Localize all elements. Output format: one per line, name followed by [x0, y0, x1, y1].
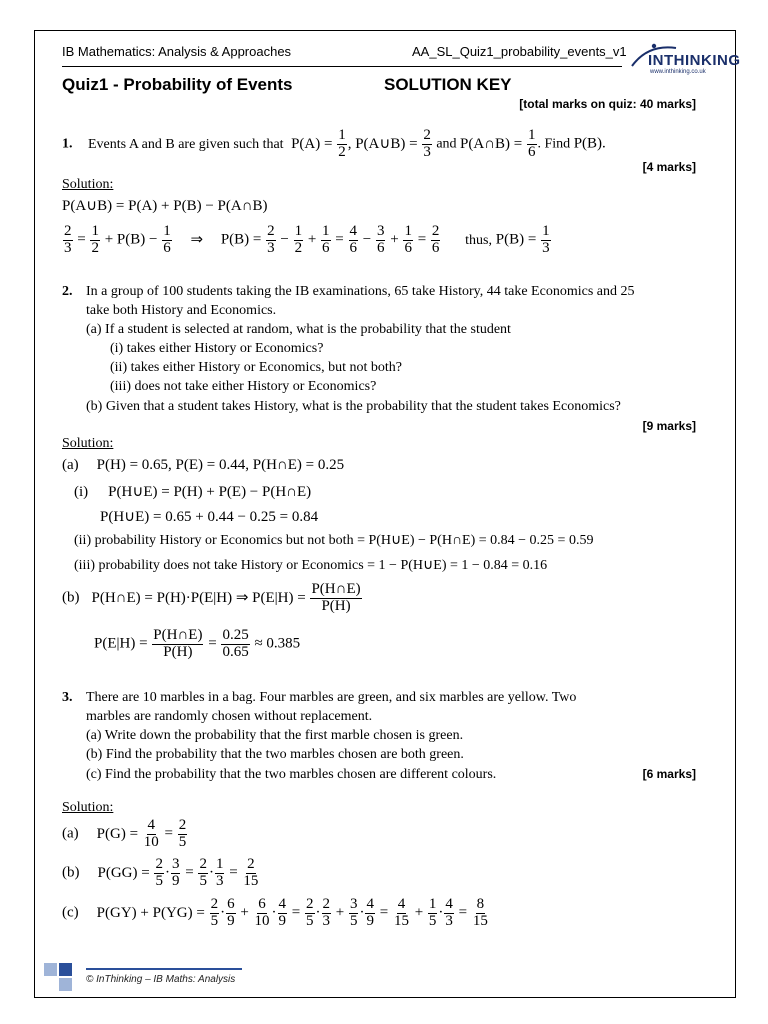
solution-key-label: SOLUTION KEY — [384, 75, 512, 94]
question-1-marks: [4 marks] — [642, 160, 696, 174]
question-3-marks: [6 marks] — [642, 767, 696, 781]
solution-label: Solution: — [62, 177, 114, 192]
q3-solution-b: (b) P(GG) = $\frac{2}{5}$ · $\frac{3}{9}$ = $\frac{2}{5}$ · $\frac{1}{3}$ = $\frac{2}{15}$ — [62, 856, 259, 889]
q2-solution-i-2: P(H∪E) = 0.65 + 0.44 − 0.25 = 0.84 — [100, 509, 319, 525]
question-3-text-2: marbles are randomly chosen without replacement. — [86, 709, 373, 724]
question-2 — [62, 284, 634, 300]
question-3c: (c) Find the probability that the two marbles chosen are different colours. — [86, 767, 497, 782]
header-rule — [62, 66, 622, 67]
logo-url: www.inthinking.co.uk — [650, 69, 706, 75]
question-3 — [62, 690, 576, 706]
question-3b: (b) Find the probability that the two marbles chosen are both green. — [86, 747, 464, 762]
question-2-marks: [9 marks] — [642, 419, 696, 433]
q2-solution-b-2: P(E|H) = $\frac{P(H\cap E)}{P(H)}$ = $\frac{0.25}{0.65}$ ≈ 0.385 — [94, 627, 301, 660]
question-number: 1. — [62, 136, 73, 152]
file-name-header: AA_SL_Quiz1_probability_events_v1 — [412, 44, 627, 59]
q2-solution-ii: (ii) probability History or Economics but not both = P(H∪E) − P(H∩E) = 0.84 − 0.25 = 0.59 — [74, 533, 594, 548]
q2-solution-i: (i) P(H∪E) = P(H) + P(E) − P(H∩E) — [74, 484, 312, 500]
question-text: In a group of 100 students taking the IB examinations, 65 take History, 44 take Economics and 25 — [86, 284, 635, 299]
q2-solution-b: (b) P(H∩E) = P(H)·P(E|H) ⇒ P(E|H) = $\frac{P(H\cap E)}{P(H)}$ — [62, 581, 361, 614]
footer-rule — [86, 968, 242, 970]
question-2b: (b) Given that a student takes History, what is the probability that the student takes Economics? — [86, 399, 621, 414]
question-number: 3. — [62, 690, 73, 705]
solution-label: Solution: — [62, 800, 114, 815]
q2-solution-iii: (iii) probability does not take History or Economics = 1 − P(H∪E) = 1 − 0.84 = 0.16 — [74, 558, 548, 573]
logo-text: INTHINKING — [648, 52, 741, 69]
question-2a-iii: (iii) does not take either History or Economics? — [110, 379, 377, 394]
solution-label: Solution: — [62, 436, 114, 451]
total-marks: [total marks on quiz: 40 marks] — [519, 97, 696, 111]
question-2a: (a) If a student is selected at random, what is the probability that the student — [86, 322, 511, 337]
q2-solution-a: (a) P(H) = 0.65, P(E) = 0.44, P(H∩E) = 0.25 — [62, 457, 345, 473]
q3-solution-a: (a) P(G) = $\frac{4}{10}$ = $\frac{2}{5}$ — [62, 817, 187, 850]
footer-copyright: © InThinking – IB Maths: Analysis — [86, 974, 236, 985]
quiz-title: Quiz1 - Probability of Events — [62, 75, 293, 94]
question-2a-i: (i) takes either History or Economics? — [110, 341, 324, 356]
q1-solution-line-1: P(A∪B) = P(A) + P(B) − P(A∩B) — [62, 198, 268, 214]
course-header: IB Mathematics: Analysis & Approaches — [62, 44, 292, 59]
question-3a: (a) Write down the probability that the first marble chosen is green. — [86, 728, 464, 743]
question-text: There are 10 marbles in a bag. Four marbles are green, and six marbles are yellow. Two — [86, 690, 577, 705]
q1-solution-line-2: $\frac{2}{3}$ = $\frac{1}{2}$ + P(B) − $\frac{1}{6}$ ⇒ P(B) = $\frac{2}{3}$ − $\frac{1}{2}$ + $\frac{1}{6}$ = $\frac{4}{6}$ − $\frac{3}{6}$ + $\frac{1}{6}$ = $\frac{2}{6}$ thus, P(B) = $\frac{1}{3}$ — [64, 223, 550, 256]
question-number: 2. — [62, 284, 73, 299]
question-2-text-2: take both History and Economics. — [86, 303, 277, 318]
question-1: 1. Events A and B are given such that P(A) = $\frac{1}{2}$ , P(A∪B) = $\frac{2}{3}$ and P(A∩B) = $\frac{1}{6}$ . Find P(B). — [62, 127, 606, 160]
q3-solution-c: (c) P(GY) + P(YG) = $\frac{2}{5}$ · $\frac{6}{9}$ + $\frac{6}{10}$ · $\frac{4}{9}$ = $\frac{2}{5}$ · $\frac{2}{3}$ + $\frac{3}{5}$ · $\frac{4}{9}$ = $\frac{4}{15}$ + $\frac{1}{5}$ · $\frac{4}{3}$ = $\frac{8}{15}$ — [62, 896, 488, 929]
question-text: Events A and B are given such that — [88, 136, 284, 152]
question-2a-ii: (ii) takes either History or Economics, but not both? — [110, 360, 402, 375]
